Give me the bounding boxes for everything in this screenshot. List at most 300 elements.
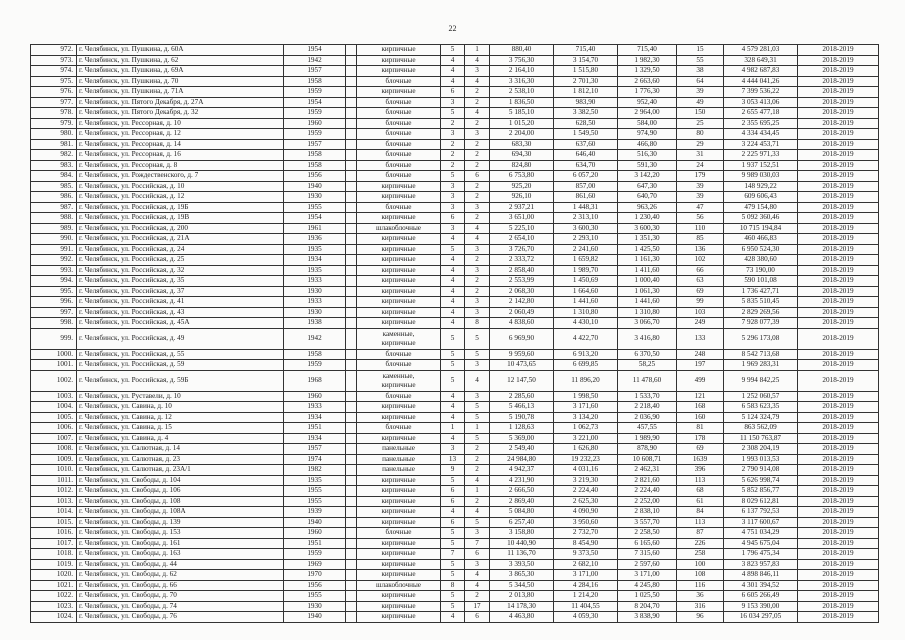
cell-count: 197 xyxy=(677,360,724,371)
cell-amount: 73 190,00 xyxy=(724,266,798,277)
table-row xyxy=(31,87,879,98)
cell-amount: 5 852 856,77 xyxy=(724,486,798,497)
table-row xyxy=(31,528,879,539)
cell-period: 2018-2019 xyxy=(798,350,879,361)
cell-area-1: 3 726,70 xyxy=(490,245,554,256)
cell-floors: 5 xyxy=(441,350,465,361)
cell-period: 2018-2019 xyxy=(798,528,879,539)
cell-area-1: 2 937,21 xyxy=(490,203,554,214)
cell-area-1: 9 959,60 xyxy=(490,350,554,361)
cell-floors: 7 xyxy=(441,549,465,560)
cell-area-3: 2 964,00 xyxy=(618,108,677,119)
cell-number: 972. xyxy=(31,45,77,56)
empty-cell xyxy=(346,434,357,445)
cell-year: 1955 xyxy=(284,591,346,602)
empty-cell xyxy=(346,465,357,476)
cell-amount: 3 053 413,06 xyxy=(724,98,798,109)
cell-number: 1018. xyxy=(31,549,77,560)
cell-count: 85 xyxy=(677,234,724,245)
cell-area-2: 2 313,10 xyxy=(554,213,618,224)
cell-area-2: 3 382,50 xyxy=(554,108,618,119)
cell-number: 1012. xyxy=(31,486,77,497)
cell-area-2: 11 896,20 xyxy=(554,371,618,392)
cell-area-3: 2 258,50 xyxy=(618,528,677,539)
table-row xyxy=(31,329,879,350)
cell-area-2: 715,40 xyxy=(554,45,618,56)
cell-number: 995. xyxy=(31,287,77,298)
cell-area-2: 1 626,80 xyxy=(554,444,618,455)
cell-year: 1970 xyxy=(284,570,346,581)
cell-area-3: 10 608,71 xyxy=(618,455,677,466)
cell-year: 1959 xyxy=(284,87,346,98)
table-row xyxy=(31,318,879,329)
cell-address: г. Челябинск, ул. Свободы, д. 74 xyxy=(77,602,284,613)
cell-area-1: 2 333,72 xyxy=(490,255,554,266)
cell-material: блочные xyxy=(357,108,441,119)
empty-cell xyxy=(346,497,357,508)
table-row xyxy=(31,161,879,172)
cell-period: 2018-2019 xyxy=(798,287,879,298)
cell-entrances: 3 xyxy=(465,528,490,539)
cell-entrances: 4 xyxy=(465,507,490,518)
cell-period: 2018-2019 xyxy=(798,486,879,497)
cell-area-3: 2 462,31 xyxy=(618,465,677,476)
cell-period: 2018-2019 xyxy=(798,371,879,392)
cell-area-2: 3 154,70 xyxy=(554,56,618,67)
table-row xyxy=(31,602,879,613)
cell-area-2: 1 812,10 xyxy=(554,87,618,98)
cell-number: 983. xyxy=(31,161,77,172)
table-row xyxy=(31,455,879,466)
cell-period: 2018-2019 xyxy=(798,423,879,434)
cell-address: г. Челябинск, ул. Российская, д. 55 xyxy=(77,350,284,361)
cell-address: г. Челябинск, ул. Рессорная, д. 10 xyxy=(77,119,284,130)
cell-area-1: 3 158,80 xyxy=(490,528,554,539)
cell-year: 1974 xyxy=(284,455,346,466)
cell-floors: 8 xyxy=(441,581,465,592)
cell-entrances: 2 xyxy=(465,255,490,266)
cell-material: кирпичные xyxy=(357,297,441,308)
cell-amount: 6 605 266,49 xyxy=(724,591,798,602)
cell-area-2: 1 450,69 xyxy=(554,276,618,287)
empty-cell xyxy=(346,234,357,245)
cell-address: г. Челябинск, ул. Савина, д. 10 xyxy=(77,402,284,413)
cell-floors: 4 xyxy=(441,276,465,287)
cell-entrances: 2 xyxy=(465,213,490,224)
cell-count: 160 xyxy=(677,413,724,424)
empty-cell xyxy=(346,297,357,308)
cell-count: 87 xyxy=(677,528,724,539)
cell-area-2: 2 701,30 xyxy=(554,77,618,88)
cell-area-2: 8 454,90 xyxy=(554,539,618,550)
cell-material: шлакоблочные xyxy=(357,581,441,592)
empty-cell xyxy=(346,308,357,319)
cell-floors: 5 xyxy=(441,602,465,613)
cell-material: блочные xyxy=(357,171,441,182)
cell-entrances: 2 xyxy=(465,465,490,476)
cell-area-1: 6 969,90 xyxy=(490,329,554,350)
empty-cell xyxy=(346,360,357,371)
cell-area-3: 952,40 xyxy=(618,98,677,109)
cell-address: г. Челябинск, ул. Рессорная, д. 16 xyxy=(77,150,284,161)
cell-area-1: 4 463,80 xyxy=(490,612,554,623)
cell-entrances: 3 xyxy=(465,266,490,277)
cell-year: 1954 xyxy=(284,213,346,224)
cell-area-2: 3 171,00 xyxy=(554,570,618,581)
table-row xyxy=(31,182,879,193)
cell-amount: 9 989 030,03 xyxy=(724,171,798,182)
cell-area-3: 1 230,40 xyxy=(618,213,677,224)
cell-area-2: 6 699,85 xyxy=(554,360,618,371)
cell-count: 110 xyxy=(677,224,724,235)
cell-material: блочные xyxy=(357,150,441,161)
cell-count: 39 xyxy=(677,87,724,98)
cell-area-1: 4 942,37 xyxy=(490,465,554,476)
cell-entrances: 4 xyxy=(465,234,490,245)
cell-count: 249 xyxy=(677,318,724,329)
cell-material: кирпичные xyxy=(357,518,441,529)
cell-year: 1930 xyxy=(284,308,346,319)
cell-material: кирпичные xyxy=(357,434,441,445)
cell-floors: 5 xyxy=(441,45,465,56)
cell-address: г. Челябинск, ул. Свободы, д. 70 xyxy=(77,591,284,602)
cell-entrances: 2 xyxy=(465,591,490,602)
cell-period: 2018-2019 xyxy=(798,213,879,224)
cell-entrances: 2 xyxy=(465,287,490,298)
cell-area-2: 2 241,60 xyxy=(554,245,618,256)
cell-count: 63 xyxy=(677,276,724,287)
cell-area-3: 1 776,30 xyxy=(618,87,677,98)
cell-material: кирпичные xyxy=(357,591,441,602)
cell-amount: 9 153 390,00 xyxy=(724,602,798,613)
cell-amount: 1 937 152,51 xyxy=(724,161,798,172)
cell-number: 1021. xyxy=(31,581,77,592)
cell-number: 1014. xyxy=(31,507,77,518)
cell-material: кирпичные xyxy=(357,266,441,277)
cell-floors: 5 xyxy=(441,171,465,182)
cell-year: 1935 xyxy=(284,266,346,277)
cell-area-2: 1 989,70 xyxy=(554,266,618,277)
table-row xyxy=(31,434,879,445)
cell-count: 24 xyxy=(677,161,724,172)
cell-count: 113 xyxy=(677,476,724,487)
cell-area-2: 3 950,60 xyxy=(554,518,618,529)
empty-cell xyxy=(346,98,357,109)
cell-number: 984. xyxy=(31,171,77,182)
cell-floors: 4 xyxy=(441,507,465,518)
cell-area-2: 4 284,16 xyxy=(554,581,618,592)
cell-count: 49 xyxy=(677,98,724,109)
cell-area-1: 3 651,00 xyxy=(490,213,554,224)
cell-area-3: 2 597,60 xyxy=(618,560,677,571)
cell-number: 1015. xyxy=(31,518,77,529)
cell-material: кирпичные xyxy=(357,87,441,98)
table-row xyxy=(31,297,879,308)
cell-floors: 4 xyxy=(441,402,465,413)
cell-year: 1959 xyxy=(284,108,346,119)
cell-period: 2018-2019 xyxy=(798,108,879,119)
cell-area-3: 3 416,80 xyxy=(618,329,677,350)
cell-number: 974. xyxy=(31,66,77,77)
empty-cell xyxy=(346,581,357,592)
cell-area-2: 861,60 xyxy=(554,192,618,203)
table-row xyxy=(31,276,879,287)
cell-area-2: 1 310,80 xyxy=(554,308,618,319)
cell-address: г. Челябинск, ул. Рождественского, д. 7 xyxy=(77,171,284,182)
cell-area-1: 1 128,63 xyxy=(490,423,554,434)
cell-number: 977. xyxy=(31,98,77,109)
cell-area-1: 2 285,60 xyxy=(490,392,554,403)
cell-area-2: 3 219,30 xyxy=(554,476,618,487)
cell-floors: 4 xyxy=(441,66,465,77)
cell-area-3: 2 036,90 xyxy=(618,413,677,424)
cell-material: кирпичные xyxy=(357,507,441,518)
cell-count: 96 xyxy=(677,612,724,623)
cell-period: 2018-2019 xyxy=(798,518,879,529)
cell-period: 2018-2019 xyxy=(798,234,879,245)
cell-material: кирпичные xyxy=(357,255,441,266)
cell-address: г. Челябинск, ул. Свободы, д. 106 xyxy=(77,486,284,497)
table-row xyxy=(31,203,879,214)
table-row xyxy=(31,245,879,256)
cell-year: 1956 xyxy=(284,171,346,182)
table-row xyxy=(31,539,879,550)
cell-area-3: 1 425,50 xyxy=(618,245,677,256)
cell-amount: 3 117 600,67 xyxy=(724,518,798,529)
cell-year: 1961 xyxy=(284,224,346,235)
cell-number: 1004. xyxy=(31,402,77,413)
cell-material: блочные xyxy=(357,203,441,214)
cell-address: г. Челябинск, ул. Пятого Декабря, д. 27А xyxy=(77,98,284,109)
cell-area-2: 3 171,60 xyxy=(554,402,618,413)
empty-cell xyxy=(346,213,357,224)
cell-area-3: 974,90 xyxy=(618,129,677,140)
cell-period: 2018-2019 xyxy=(798,444,879,455)
cell-material: шлакоблочные xyxy=(357,224,441,235)
cell-period: 2018-2019 xyxy=(798,77,879,88)
cell-material: кирпичные xyxy=(357,476,441,487)
cell-number: 1010. xyxy=(31,465,77,476)
cell-amount: 4 301 394,52 xyxy=(724,581,798,592)
cell-amount: 5 124 324,79 xyxy=(724,413,798,424)
cell-area-3: 3 171,00 xyxy=(618,570,677,581)
cell-material: кирпичные xyxy=(357,486,441,497)
empty-cell xyxy=(346,350,357,361)
empty-cell xyxy=(346,413,357,424)
cell-entrances: 3 xyxy=(465,297,490,308)
cell-area-3: 2 838,10 xyxy=(618,507,677,518)
cell-area-2: 857,00 xyxy=(554,182,618,193)
empty-cell xyxy=(346,161,357,172)
empty-cell xyxy=(346,171,357,182)
cell-entrances: 4 xyxy=(465,371,490,392)
cell-area-1: 10 473,65 xyxy=(490,360,554,371)
cell-amount: 5 626 998,74 xyxy=(724,476,798,487)
cell-entrances: 2 xyxy=(465,119,490,130)
cell-area-1: 6 753,80 xyxy=(490,171,554,182)
cell-material: кирпичные xyxy=(357,192,441,203)
cell-amount: 4 444 041,26 xyxy=(724,77,798,88)
cell-floors: 5 xyxy=(441,360,465,371)
cell-count: 121 xyxy=(677,392,724,403)
cell-amount: 2 829 269,56 xyxy=(724,308,798,319)
cell-period: 2018-2019 xyxy=(798,140,879,151)
cell-year: 1955 xyxy=(284,497,346,508)
empty-cell xyxy=(346,318,357,329)
cell-number: 996. xyxy=(31,297,77,308)
cell-period: 2018-2019 xyxy=(798,161,879,172)
cell-material: кирпичные xyxy=(357,182,441,193)
cell-area-1: 2 869,40 xyxy=(490,497,554,508)
empty-cell xyxy=(346,539,357,550)
cell-period: 2018-2019 xyxy=(798,402,879,413)
cell-area-2: 3 221,00 xyxy=(554,434,618,445)
cell-floors: 2 xyxy=(441,161,465,172)
cell-count: 81 xyxy=(677,423,724,434)
cell-material: панельные xyxy=(357,465,441,476)
cell-material: блочные xyxy=(357,77,441,88)
cell-number: 1017. xyxy=(31,539,77,550)
cell-area-3: 1 989,90 xyxy=(618,434,677,445)
cell-number: 978. xyxy=(31,108,77,119)
cell-entrances: 2 xyxy=(465,276,490,287)
cell-area-3: 2 218,40 xyxy=(618,402,677,413)
empty-cell xyxy=(346,192,357,203)
cell-count: 248 xyxy=(677,350,724,361)
cell-area-2: 2 293,10 xyxy=(554,234,618,245)
cell-area-3: 1 441,60 xyxy=(618,297,677,308)
cell-floors: 3 xyxy=(441,224,465,235)
cell-area-2: 3 134,20 xyxy=(554,413,618,424)
cell-amount: 1 993 013,53 xyxy=(724,455,798,466)
cell-number: 1008. xyxy=(31,444,77,455)
cell-year: 1940 xyxy=(284,518,346,529)
cell-entrances: 4 xyxy=(465,224,490,235)
cell-number: 999. xyxy=(31,329,77,350)
table-row xyxy=(31,507,879,518)
cell-entrances: 3 xyxy=(465,245,490,256)
cell-amount: 5 296 173,08 xyxy=(724,329,798,350)
cell-area-2: 637,60 xyxy=(554,140,618,151)
cell-number: 994. xyxy=(31,276,77,287)
cell-area-2: 2 625,30 xyxy=(554,497,618,508)
cell-area-3: 647,30 xyxy=(618,182,677,193)
cell-area-2: 4 422,70 xyxy=(554,329,618,350)
cell-address: г. Челябинск, ул. Российская, д. 10 xyxy=(77,182,284,193)
cell-material: кирпичные xyxy=(357,56,441,67)
cell-amount: 2 225 971,33 xyxy=(724,150,798,161)
cell-address: г. Челябинск, ул. Рессорная, д. 14 xyxy=(77,140,284,151)
cell-area-3: 58,25 xyxy=(618,360,677,371)
cell-area-2: 983,90 xyxy=(554,98,618,109)
cell-period: 2018-2019 xyxy=(798,87,879,98)
empty-cell xyxy=(346,266,357,277)
cell-material: блочные xyxy=(357,129,441,140)
cell-amount: 4 945 675,04 xyxy=(724,539,798,550)
cell-count: 56 xyxy=(677,213,724,224)
cell-year: 1982 xyxy=(284,465,346,476)
cell-area-2: 11 404,55 xyxy=(554,602,618,613)
cell-floors: 5 xyxy=(441,591,465,602)
table-row xyxy=(31,108,879,119)
cell-address: г. Челябинск, ул. Савина, д. 15 xyxy=(77,423,284,434)
cell-area-1: 5 190,78 xyxy=(490,413,554,424)
cell-material: кирпичные xyxy=(357,570,441,581)
cell-area-3: 963,26 xyxy=(618,203,677,214)
cell-address: г. Челябинск, ул. Российская, д. 49 xyxy=(77,329,284,350)
cell-area-1: 12 147,50 xyxy=(490,371,554,392)
cell-area-3: 4 245,80 xyxy=(618,581,677,592)
table-row xyxy=(31,423,879,434)
cell-entrances: 2 xyxy=(465,150,490,161)
cell-area-1: 694,30 xyxy=(490,150,554,161)
cell-year: 1960 xyxy=(284,528,346,539)
cell-area-2: 628,50 xyxy=(554,119,618,130)
cell-number: 1009. xyxy=(31,455,77,466)
empty-cell xyxy=(346,402,357,413)
cell-year: 1942 xyxy=(284,56,346,67)
cell-area-2: 1 441,60 xyxy=(554,297,618,308)
cell-area-2: 4 090,90 xyxy=(554,507,618,518)
cell-number: 982. xyxy=(31,150,77,161)
cell-year: 1942 xyxy=(284,329,346,350)
cell-period: 2018-2019 xyxy=(798,591,879,602)
cell-year: 1958 xyxy=(284,150,346,161)
cell-area-1: 2 858,40 xyxy=(490,266,554,277)
cell-year: 1968 xyxy=(284,371,346,392)
table-row xyxy=(31,56,879,67)
cell-year: 1959 xyxy=(284,549,346,560)
cell-number: 975. xyxy=(31,77,77,88)
cell-area-1: 5 225,10 xyxy=(490,224,554,235)
empty-cell xyxy=(346,203,357,214)
cell-material: панельные xyxy=(357,444,441,455)
cell-address: г. Челябинск, ул. Свободы, д. 62 xyxy=(77,570,284,581)
cell-year: 1934 xyxy=(284,413,346,424)
cell-floors: 6 xyxy=(441,518,465,529)
cell-period: 2018-2019 xyxy=(798,203,879,214)
cell-year: 1930 xyxy=(284,287,346,298)
cell-floors: 6 xyxy=(441,87,465,98)
cell-number: 979. xyxy=(31,119,77,130)
cell-material: кирпичные xyxy=(357,245,441,256)
cell-period: 2018-2019 xyxy=(798,192,879,203)
cell-address: г. Челябинск, ул. Российская, д. 200 xyxy=(77,224,284,235)
table-row xyxy=(31,476,879,487)
cell-number: 997. xyxy=(31,308,77,319)
cell-count: 61 xyxy=(677,497,724,508)
empty-cell xyxy=(346,570,357,581)
table-row xyxy=(31,371,879,392)
cell-floors: 3 xyxy=(441,182,465,193)
cell-address: г. Челябинск, ул. Савина, д. 12 xyxy=(77,413,284,424)
cell-count: 29 xyxy=(677,140,724,151)
table-row xyxy=(31,413,879,424)
cell-entrances: 4 xyxy=(465,476,490,487)
cell-floors: 4 xyxy=(441,287,465,298)
cell-area-2: 9 373,50 xyxy=(554,549,618,560)
cell-count: 103 xyxy=(677,308,724,319)
cell-entrances: 4 xyxy=(465,570,490,581)
cell-count: 116 xyxy=(677,581,724,592)
table-row xyxy=(31,360,879,371)
cell-area-2: 1 549,50 xyxy=(554,129,618,140)
cell-area-3: 2 821,60 xyxy=(618,476,677,487)
cell-entrances: 4 xyxy=(465,108,490,119)
cell-area-2: 6 057,20 xyxy=(554,171,618,182)
cell-number: 976. xyxy=(31,87,77,98)
cell-material: кирпичные xyxy=(357,402,441,413)
